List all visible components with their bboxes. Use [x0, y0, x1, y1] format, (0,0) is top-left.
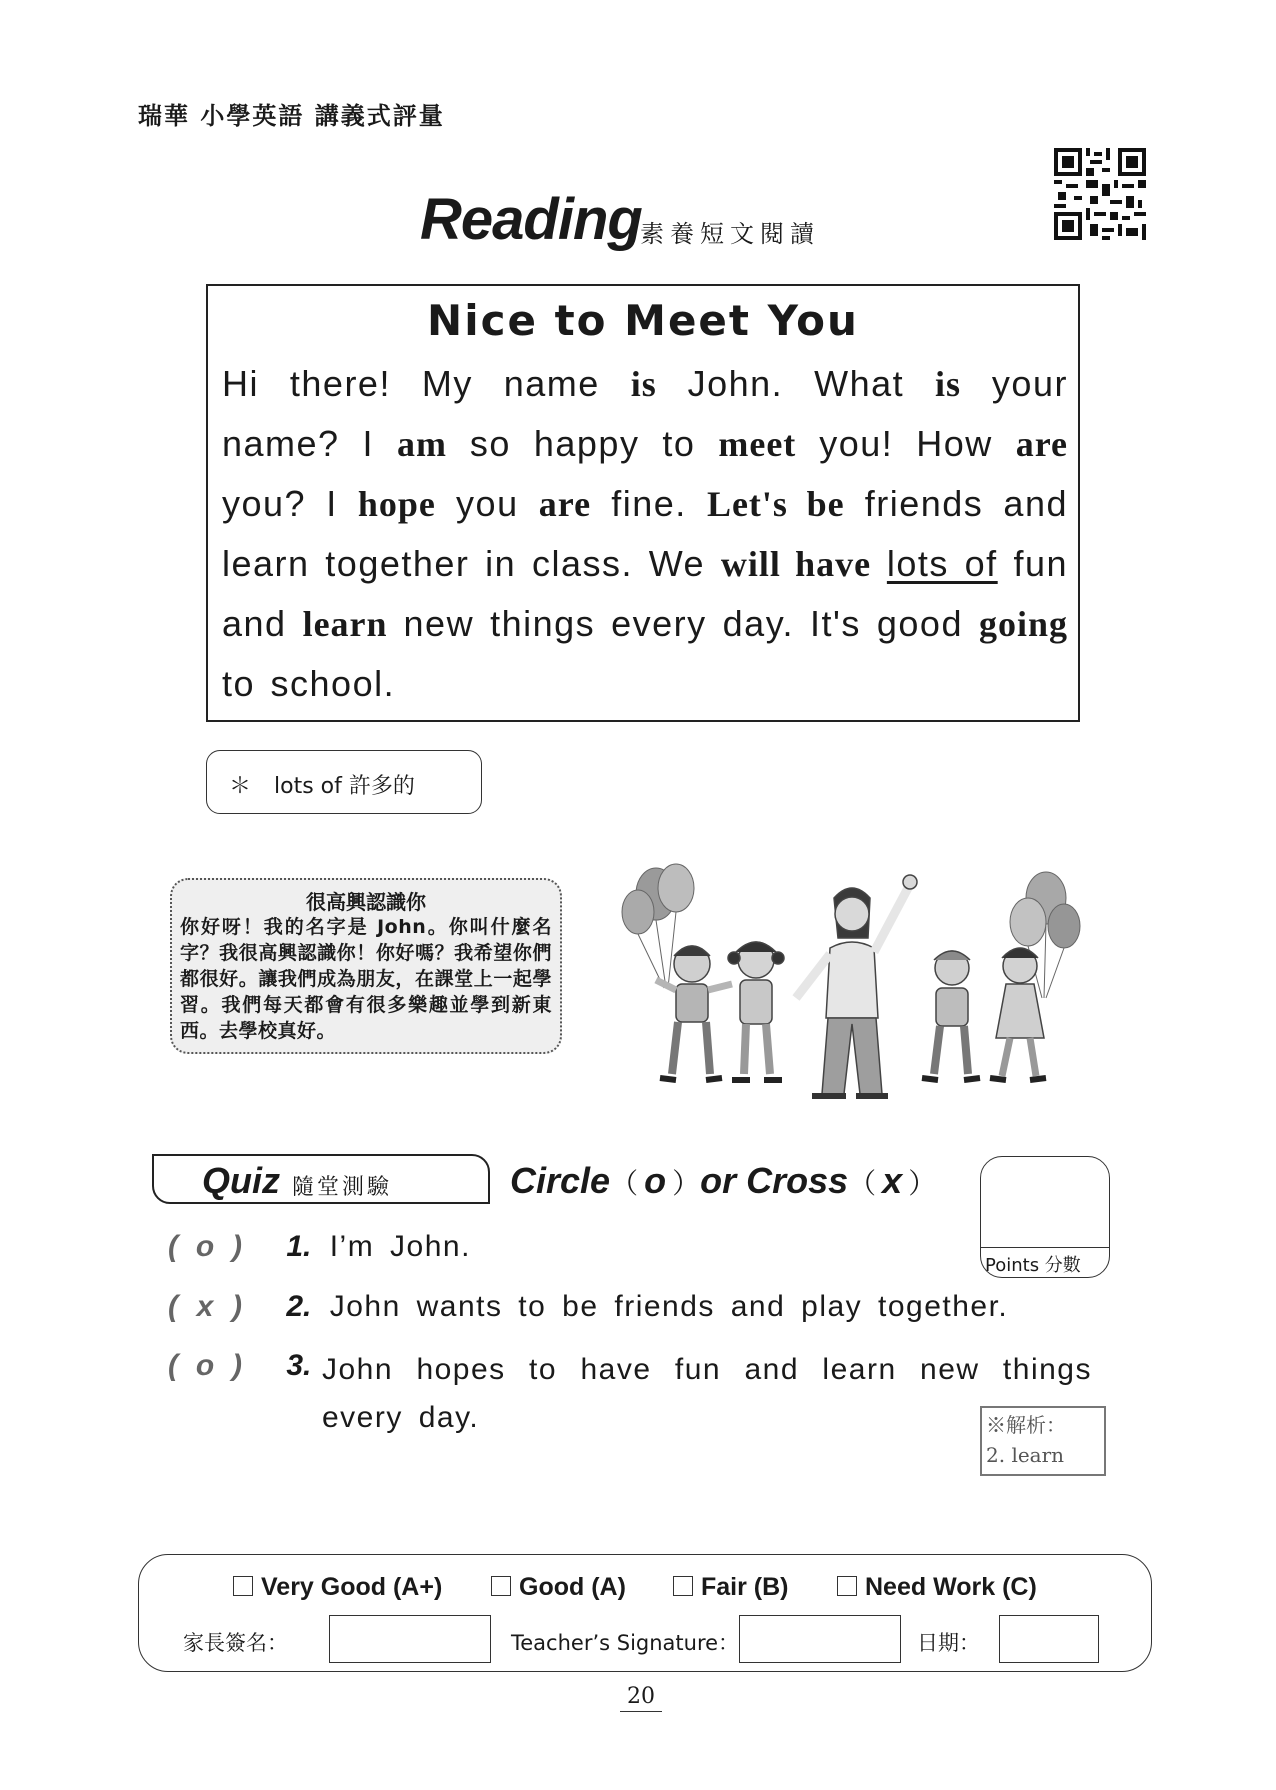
explanation-text: 2. learn	[986, 1443, 1065, 1467]
child-girl-right	[990, 948, 1046, 1080]
section-subtitle: 素養短文閱讀	[640, 220, 820, 248]
quiz-label: Quiz	[202, 1160, 280, 1201]
rating-label: Fair (B)	[701, 1573, 789, 1601]
answer-blank[interactable]: ( o )	[168, 1349, 242, 1382]
series-title: 瑞華 小學英語 講義式評量	[138, 101, 445, 130]
passage-fragment	[871, 543, 887, 584]
explanation-note	[980, 1406, 1106, 1476]
parent-signature-field[interactable]	[329, 1615, 491, 1663]
question-number: 2.	[286, 1290, 312, 1323]
translation-title: 很高興認識你	[306, 890, 426, 914]
rating-label: Very Good (A+)	[261, 1573, 443, 1601]
passage-fragment: friends and learn together in class. We	[222, 483, 1068, 584]
vocab-term: lots of	[274, 774, 342, 799]
child-girl-center	[728, 942, 784, 1080]
rating-fair[interactable]	[673, 1573, 789, 1602]
passage-fragment: fun and	[222, 543, 1068, 644]
keyword: are	[1015, 424, 1068, 464]
keyword: are	[538, 484, 592, 524]
keyword: hope	[357, 484, 436, 524]
instruction-or-cross: or Cross	[700, 1160, 849, 1201]
translation-body: 你好呀！我的名字是 John。你叫什麼名字？我很高興認識你！你好嗎？我希望你們都很好。讓我們成為朋友，在課堂上一起學習。我們每天都會有很多樂趣並學到新東西。去學校真好。	[180, 916, 552, 1042]
passage-text	[222, 354, 1068, 714]
reading-passage-box	[206, 284, 1080, 722]
answer-blank[interactable]: ( o )	[168, 1230, 242, 1263]
points-divider	[981, 1247, 1109, 1248]
vocab-phrase: lots of	[886, 543, 998, 584]
instruction-lparen-x: （	[848, 1168, 877, 1199]
passage-fragment: John. What	[656, 363, 936, 404]
instruction-rparen-x: ）	[908, 1168, 937, 1199]
section-title: Reading	[420, 187, 642, 252]
page-number: 20	[620, 1684, 662, 1712]
date-label: 日期：	[917, 1631, 980, 1655]
child-boy-right	[922, 951, 980, 1080]
keyword: is	[935, 364, 962, 404]
quiz-instruction	[510, 1160, 936, 1202]
instruction-rparen-o: ）	[672, 1168, 701, 1199]
passage-fragment: so happy to	[446, 423, 719, 464]
points-label: Points 分數	[985, 1255, 1081, 1276]
question-number: 3.	[286, 1349, 312, 1382]
question-text: John wants to be friends and play together.	[329, 1290, 1009, 1323]
instruction-circle: Circle	[510, 1160, 611, 1201]
quiz-item-1	[168, 1230, 471, 1264]
rating-good[interactable]	[491, 1573, 626, 1602]
instruction-o: o	[644, 1160, 667, 1201]
keyword: learn	[302, 604, 388, 644]
question-text: I’m John.	[329, 1230, 471, 1263]
checkbox[interactable]	[837, 1576, 857, 1596]
evaluation-panel	[138, 1554, 1152, 1672]
child-boy-left	[656, 946, 732, 1080]
quiz-header	[152, 1154, 490, 1204]
answer-mark: x	[196, 1290, 214, 1323]
checkbox[interactable]	[491, 1576, 511, 1596]
rating-very-good[interactable]	[233, 1573, 442, 1602]
quiz-sublabel: 隨堂測驗	[292, 1175, 393, 1200]
date-field[interactable]	[999, 1615, 1099, 1663]
passage-fragment: you? I	[222, 483, 358, 524]
answer-mark: o	[195, 1230, 215, 1263]
answer-blank[interactable]: ( x )	[168, 1290, 242, 1323]
teacher	[796, 875, 917, 1096]
question-number: 1.	[286, 1230, 312, 1263]
passage-title: Nice to Meet You	[427, 296, 859, 345]
instruction-x: x	[882, 1160, 903, 1201]
points-box[interactable]	[980, 1156, 1110, 1278]
keyword: Let's be	[706, 484, 845, 524]
passage-fragment: you! How	[796, 423, 1016, 464]
explanation-heading: ※解析：	[986, 1413, 1066, 1437]
keyword: is	[630, 364, 657, 404]
keyword: meet	[718, 424, 797, 464]
teacher-signature-label: Teacher’s Signature：	[511, 1631, 740, 1655]
passage-fragment: your name? I	[222, 363, 1068, 464]
rating-label: Need Work (C)	[865, 1573, 1037, 1601]
rating-need-work[interactable]	[837, 1573, 1037, 1602]
question-text: John hopes to have fun and learn new things every day.	[322, 1353, 1092, 1434]
answer-mark: o	[195, 1349, 215, 1382]
parent-signature-label: 家長簽名：	[183, 1631, 288, 1655]
passage-fragment: to school.	[222, 663, 396, 704]
quiz-item-3	[168, 1349, 321, 1383]
passage-fragment: new things every day. It's good	[387, 603, 979, 644]
checkbox[interactable]	[673, 1576, 693, 1596]
vocab-meaning: 許多的	[348, 774, 415, 799]
vocabulary-note	[206, 750, 482, 814]
teacher-and-children-illustration	[616, 848, 1090, 1104]
passage-fragment: fine.	[591, 483, 707, 524]
keyword: will have	[720, 544, 872, 584]
quiz-item-2	[168, 1290, 1008, 1324]
qr-code-icon	[1054, 148, 1146, 240]
keyword: going	[978, 604, 1068, 644]
chinese-translation-box	[170, 878, 562, 1054]
rating-label: Good (A)	[519, 1573, 626, 1601]
teacher-signature-field[interactable]	[739, 1615, 901, 1663]
passage-fragment: you	[435, 483, 539, 524]
instruction-lparen-o: （	[610, 1168, 639, 1199]
keyword: am	[396, 424, 447, 464]
checkbox[interactable]	[233, 1576, 253, 1596]
passage-fragment: Hi there! My name	[222, 363, 631, 404]
asterisk-icon: ＊	[229, 774, 252, 799]
